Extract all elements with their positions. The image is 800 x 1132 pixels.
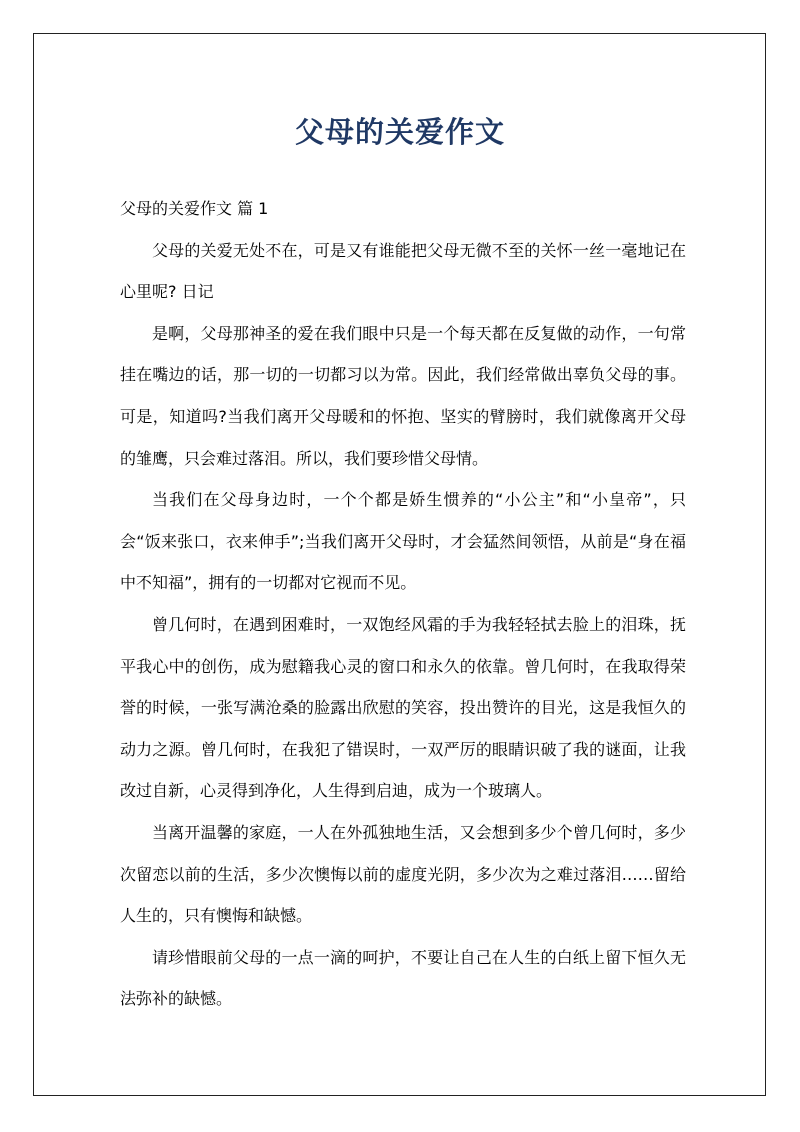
document-title: 父母的关爱作文 [294, 115, 505, 149]
paragraph-1: 父母的关爱无处不在，可是又有谁能把父母无微不至的关怀一丝一毫地记在心里呢? 日记 [120, 240, 686, 302]
paragraph-5: 当离开温馨的家庭，一人在外孤独地生活，又会想到多少个曾几何时，多少次留恋以前的生活，多少次懊悔以前的虚度光阴，多少次为之难过落泪……留给人生的，只有懊悔和缺憾。 [120, 822, 686, 926]
paragraph-6: 请珍惜眼前父母的一点一滴的呵护，不要让自己在人生的白纸上留下恒久无法弥补的缺憾。 [120, 947, 686, 1009]
document-body [120, 188, 686, 1020]
section-heading: 父母的关爱作文 篇 1 [120, 199, 269, 218]
paragraph-2: 是啊，父母那神圣的爱在我们眼中只是一个每天都在反复做的动作，一句常挂在嘴边的话，那一切的一切都习以为常。因此，我们经常做出辜负父母的事。可是，知道吗?当我们离开父母暖和的怀抱、坚实的臂膀时，我们就像离开父母的雏鹰，只会难过落泪。所以，我们要珍惜父母情。 [120, 323, 686, 468]
paragraph-4: 曾几何时，在遇到困难时，一双饱经风霜的手为我轻轻拭去脸上的泪珠，抚平我心中的创伤，成为慰籍我心灵的窗口和永久的依靠。曾几何时，在我取得荣誉的时候，一张写满沧桑的脸露出欣慰的笑容，投出赞许的目光，这是我恒久的动力之源。曾几何时，在我犯了错误时，一双严厉的眼睛识破了我的谜面，让我改过自新，心灵得到净化，人生得到启迪，成为一个玻璃人。 [120, 614, 686, 801]
paragraph-3: 当我们在父母身边时，一个个都是娇生惯养的“小公主”和“小皇帝”，只会“饭来张口，衣来伸手”;当我们离开父母时，才会猛然间领悟，从前是“身在福中不知福”，拥有的一切都对它视而不见。 [120, 490, 686, 593]
